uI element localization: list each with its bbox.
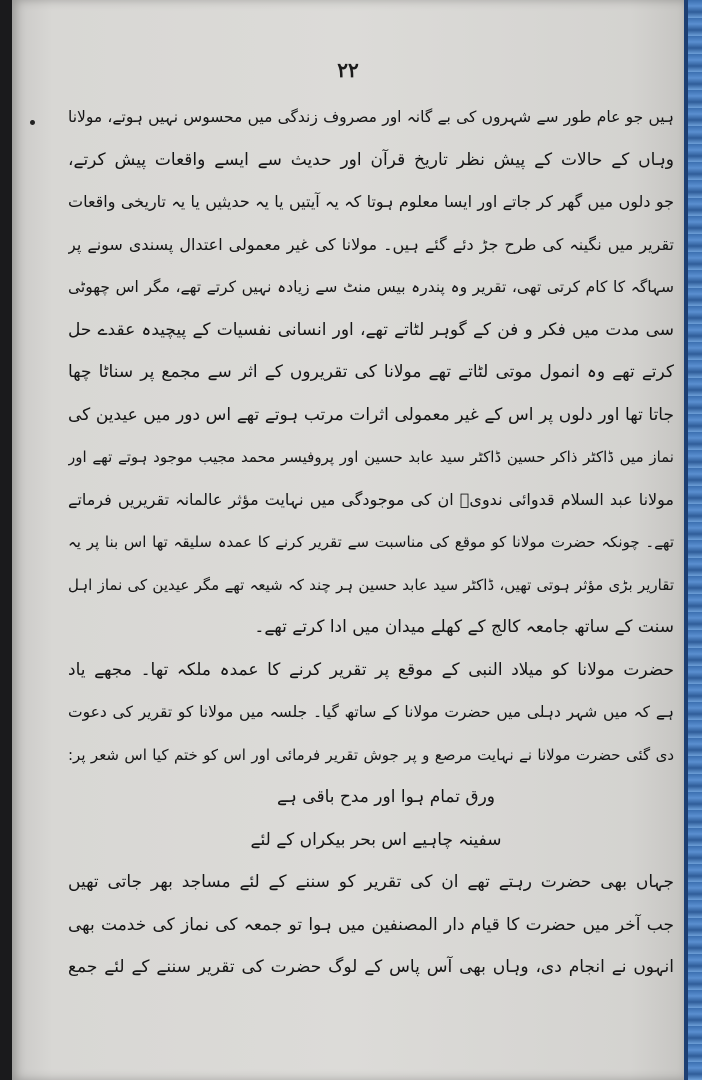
verse-couplet: [68, 776, 674, 861]
text-line: جو دلوں میں گھر کر جاتے اور ایسا معلوم ہوتا کہ یہ آیتیں یا یہ حدیثیں یا یہ تاریخی واقعات: [68, 192, 674, 211]
text-line: ہے کہ میں شہر دہلی میں حضرت مولانا کے ساتھ گیا۔ جلسہ میں مولانا کو تقریر کی دعوت: [68, 703, 674, 721]
text-line: ہیں جو عام طور سے شہروں کی بے گانہ اور مصروف زندگی میں محسوس نہیں ہوتے، مولانا: [68, 108, 674, 126]
text-line: سہاگہ کا کام کرتی تھی، تقریر وہ پندرہ بیس منٹ سے زیادہ نہیں کرتے تھے، مگر اس چھوٹی: [68, 278, 674, 296]
text-line: جہاں بھی حضرت رہتے تھے ان کی تقریر کو سننے کے لئے مساجد بھر جاتی تھیں: [68, 872, 674, 892]
binding-strip: [684, 0, 702, 1080]
verse-line: سفینہ چاہیے اس بحر بیکراں کے لئے: [250, 829, 502, 850]
text-line: سنت کے ساتھ جامعہ کالج کے کھلے میدان میں ادا کرتے تھے۔: [254, 617, 674, 637]
text-line: وہاں کے حالات کے پیش نظر تاریخ قرآن اور حدیث سے ایسے واقعات پیش کرتے،: [68, 149, 674, 170]
paragraph: [68, 96, 674, 649]
text-line: کرتے تھے وہ انمول موتی لٹاتے تھے مولانا کی تقریروں کے اثر سے مجمع پر سناٹا چھا: [68, 362, 674, 382]
paragraph: [68, 861, 674, 989]
text-line: جب آخر میں حضرت کا قیام دار المصنفین میں ہوا تو جمعہ کی نماز کی خدمت بھی: [68, 914, 674, 935]
margin-dot: [30, 120, 35, 125]
text-line: تقاریر بڑی مؤثر ہوتی تھیں، ڈاکٹر سید عابد حسین ہر چند کہ شیعہ تھے مگر عیدین کی نماز اہل: [68, 575, 674, 594]
page-number: ۲۲: [337, 58, 359, 82]
text-line: سی مدت میں فکر و فن کے گوہر لٹاتے تھے، اور انسانی نفسیات کے پیچیدہ عقدے حل: [68, 319, 674, 340]
text-line: انہوں نے انجام دی، وہاں بھی آس پاس کے لوگ حضرت کی تقریر سننے کے لئے جمع: [68, 957, 674, 977]
verse-line: ورق تمام ہوا اور مدح باقی ہے: [276, 787, 496, 807]
text-line: تقریر میں نگینہ کی طرح جڑ دئے گئے ہیں۔ مولانا کی غیر معمولی اعتدال پسندی سونے پر: [68, 234, 674, 254]
book-page: [12, 0, 684, 1080]
text-line: حضرت مولانا کو میلاد النبی کے موقع پر تقریر کرنے کا عمدہ ملکہ تھا۔ مجھے یاد: [68, 659, 674, 680]
text-line: تھے۔ چونکہ حضرت مولانا کو موقع کی مناسبت سے تقریر کرنے کا عمدہ سلیقہ تھا اس بنا پر یہ: [68, 533, 674, 551]
page-body: [68, 96, 674, 989]
text-line: جاتا تھا اور دلوں پر اس کے غیر معمولی اثرات مرتب ہوتے تھے اس دور میں عیدین کی: [68, 404, 674, 425]
text-line: نماز میں ڈاکٹر ذاکر حسین ڈاکٹر سید عابد حسین اور پروفیسر محمد مجیب موجود ہوتے تھے اور: [68, 448, 674, 466]
paragraph: [68, 649, 674, 777]
text-line: مولانا عبد السلام قدوائی ندویؒ ان کی موجودگی میں نہایت مؤثر عالمانہ تقریریں فرماتے: [68, 489, 674, 509]
text-line: دی گئی حضرت مولانا نے نہایت مرصع و پر جوش تقریر فرمائی اور اس کو ختم کیا اس شعر پر:: [68, 745, 674, 764]
